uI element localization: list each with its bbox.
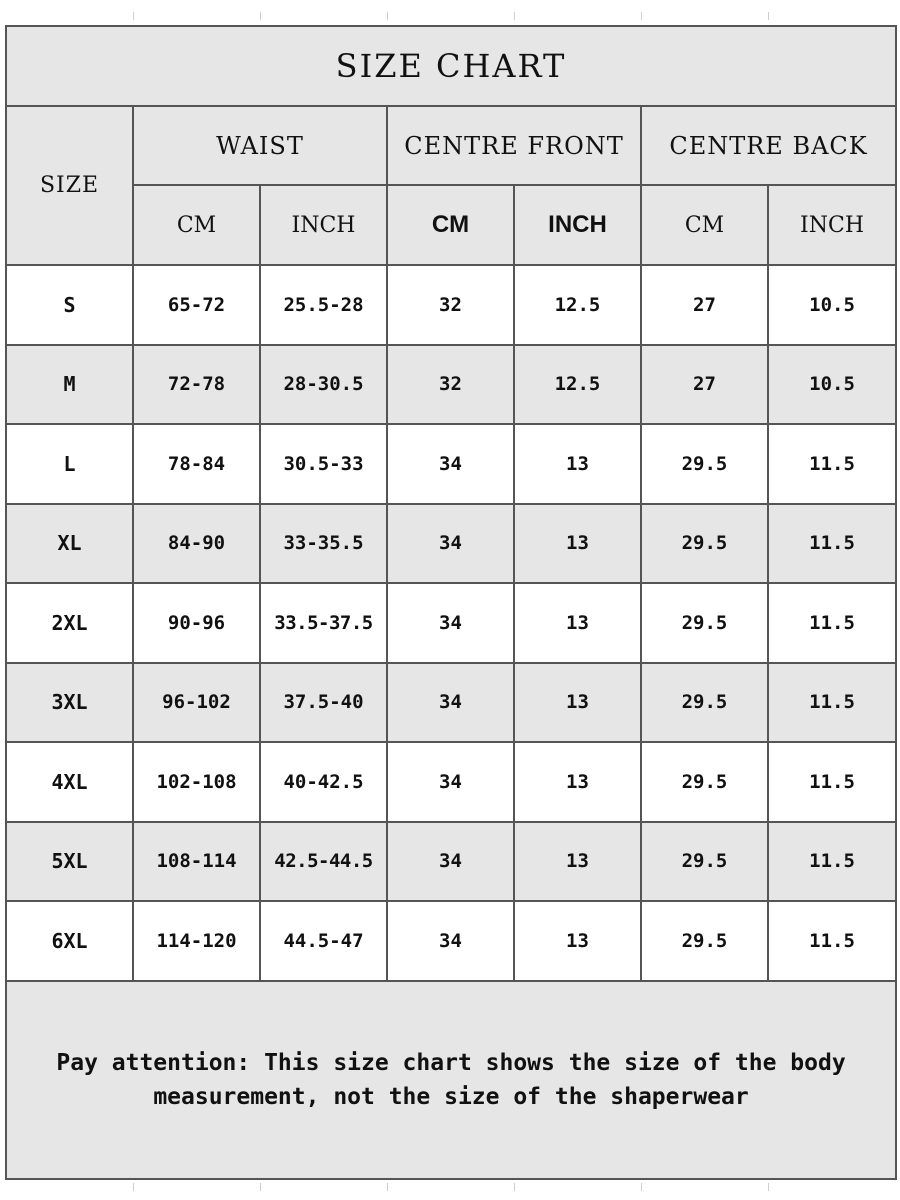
centre-front-cm-cell: 34 — [387, 583, 514, 663]
grid-tick — [387, 12, 388, 20]
centre-front-cm-cell: 34 — [387, 901, 514, 981]
grid-tick — [514, 12, 515, 20]
size-cell: L — [6, 424, 133, 504]
centre-back-cm-cell: 29.5 — [641, 663, 768, 743]
centre-back-inch-cell: 10.5 — [768, 345, 896, 425]
centre-front-inch-cell: 13 — [514, 424, 641, 504]
centre-front-cm-cell: 34 — [387, 663, 514, 743]
waist-inch-cell: 33.5-37.5 — [260, 583, 387, 663]
waist-inch-cell: 33-35.5 — [260, 504, 387, 584]
table-row — [6, 345, 896, 425]
table-row — [6, 265, 896, 345]
centre-front-cm-cell: 32 — [387, 265, 514, 345]
waist-cm-cell: 96-102 — [133, 663, 260, 743]
centre-back-cm-header: CM — [641, 185, 768, 265]
table-row — [6, 663, 896, 743]
centre-front-group-header: CENTRE FRONT — [387, 106, 641, 185]
centre-back-inch-cell: 11.5 — [768, 583, 896, 663]
centre-front-cm-header: CM — [387, 185, 514, 265]
waist-inch-cell: 30.5-33 — [260, 424, 387, 504]
centre-front-inch-cell: 12.5 — [514, 345, 641, 425]
centre-front-cm-cell: 34 — [387, 504, 514, 584]
centre-back-group-header: CENTRE BACK — [641, 106, 896, 185]
centre-back-cm-cell: 27 — [641, 345, 768, 425]
size-cell: S — [6, 265, 133, 345]
centre-back-cm-cell: 29.5 — [641, 504, 768, 584]
waist-cm-cell: 102-108 — [133, 742, 260, 822]
centre-front-inch-cell: 13 — [514, 663, 641, 743]
table-row — [6, 583, 896, 663]
size-cell: 3XL — [6, 663, 133, 743]
table-row — [6, 901, 896, 981]
size-cell: XL — [6, 504, 133, 584]
waist-cm-cell: 114-120 — [133, 901, 260, 981]
waist-inch-cell: 25.5-28 — [260, 265, 387, 345]
centre-back-inch-cell: 10.5 — [768, 265, 896, 345]
size-cell: 4XL — [6, 742, 133, 822]
centre-back-inch-cell: 11.5 — [768, 742, 896, 822]
size-cell: 5XL — [6, 822, 133, 902]
waist-inch-cell: 37.5-40 — [260, 663, 387, 743]
size-cell: 2XL — [6, 583, 133, 663]
centre-front-cm-cell: 34 — [387, 424, 514, 504]
size-column-header: SIZE — [6, 106, 133, 265]
centre-back-cm-cell: 27 — [641, 265, 768, 345]
centre-back-inch-cell: 11.5 — [768, 504, 896, 584]
centre-back-inch-cell: 11.5 — [768, 663, 896, 743]
table-row — [6, 504, 896, 584]
grid-tick — [514, 1183, 515, 1191]
table-row — [6, 424, 896, 504]
centre-back-cm-cell: 29.5 — [641, 424, 768, 504]
centre-front-inch-cell: 13 — [514, 742, 641, 822]
centre-back-cm-cell: 29.5 — [641, 822, 768, 902]
waist-inch-cell: 44.5-47 — [260, 901, 387, 981]
centre-back-inch-cell: 11.5 — [768, 424, 896, 504]
centre-front-inch-cell: 12.5 — [514, 265, 641, 345]
grid-tick — [641, 1183, 642, 1191]
waist-inch-cell: 42.5-44.5 — [260, 822, 387, 902]
grid-tick — [260, 12, 261, 20]
waist-cm-cell: 108-114 — [133, 822, 260, 902]
waist-cm-header: CM — [133, 185, 260, 265]
centre-back-inch-header: INCH — [768, 185, 896, 265]
waist-cm-cell: 84-90 — [133, 504, 260, 584]
waist-inch-cell: 40-42.5 — [260, 742, 387, 822]
measurement-note: Pay attention: This size chart shows the size of the body measurement, not the size of the shaperwear — [6, 981, 896, 1179]
waist-cm-cell: 78-84 — [133, 424, 260, 504]
grid-tick — [260, 1183, 261, 1191]
waist-cm-cell: 65-72 — [133, 265, 260, 345]
table-row — [6, 742, 896, 822]
grid-tick — [133, 12, 134, 20]
grid-tick — [133, 1183, 134, 1191]
centre-front-inch-cell: 13 — [514, 822, 641, 902]
grid-tick — [768, 1183, 769, 1191]
waist-inch-cell: 28-30.5 — [260, 345, 387, 425]
waist-inch-header: INCH — [260, 185, 387, 265]
centre-back-cm-cell: 29.5 — [641, 583, 768, 663]
waist-group-header: WAIST — [133, 106, 387, 185]
centre-back-inch-cell: 11.5 — [768, 822, 896, 902]
grid-tick — [641, 12, 642, 20]
grid-tick — [387, 1183, 388, 1191]
centre-front-inch-header: INCH — [514, 185, 641, 265]
size-cell: M — [6, 345, 133, 425]
centre-front-inch-cell: 13 — [514, 583, 641, 663]
table-row — [6, 822, 896, 902]
centre-front-cm-cell: 34 — [387, 822, 514, 902]
centre-front-cm-cell: 32 — [387, 345, 514, 425]
waist-cm-cell: 90-96 — [133, 583, 260, 663]
size-cell: 6XL — [6, 901, 133, 981]
waist-cm-cell: 72-78 — [133, 345, 260, 425]
centre-back-cm-cell: 29.5 — [641, 901, 768, 981]
centre-front-inch-cell: 13 — [514, 901, 641, 981]
grid-tick — [768, 12, 769, 20]
size-chart-table — [5, 25, 897, 1180]
centre-back-cm-cell: 29.5 — [641, 742, 768, 822]
chart-title: SIZE CHART — [6, 26, 896, 106]
centre-front-inch-cell: 13 — [514, 504, 641, 584]
centre-back-inch-cell: 11.5 — [768, 901, 896, 981]
centre-front-cm-cell: 34 — [387, 742, 514, 822]
